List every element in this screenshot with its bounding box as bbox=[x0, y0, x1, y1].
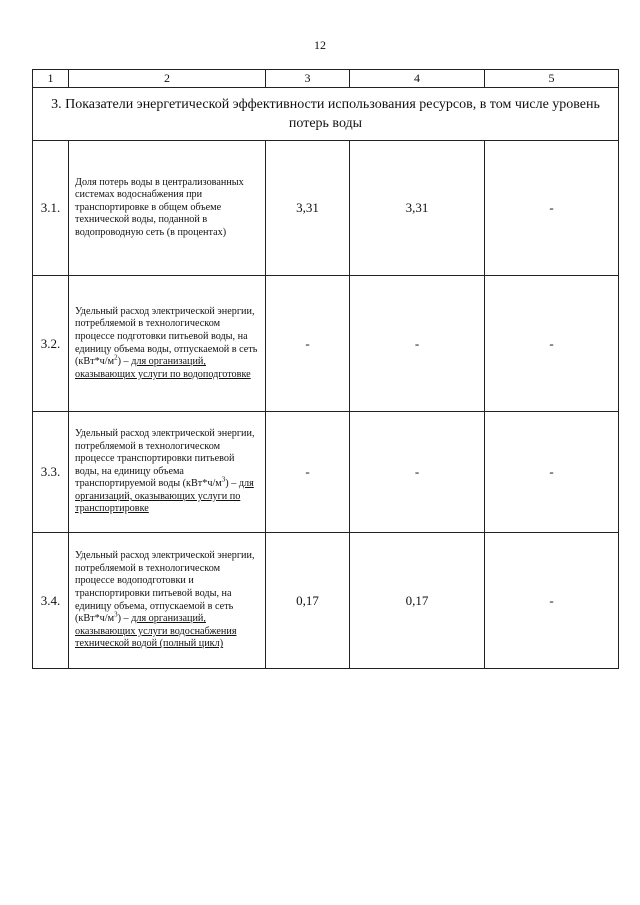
value-col3: 3,31 bbox=[266, 141, 350, 276]
description-text: Удельный расход электрической энергии, потребляемой в технологическом процессе подготовки питьевой воды, на единицу объема воды, отпускаемой в сеть (кВт*ч/м bbox=[75, 305, 258, 368]
table-row bbox=[33, 276, 619, 412]
value-col5: - bbox=[485, 533, 619, 669]
description-text: Удельный расход электрической энергии, потребляемой в технологическом процессе водоподготовки и транспортировки питьевой воды, на единицу объема, отпускаемой в сеть (кВт*ч/м bbox=[75, 550, 255, 625]
column-header: 3 bbox=[266, 70, 350, 88]
table-row bbox=[33, 412, 619, 533]
value-col5: - bbox=[485, 276, 619, 412]
value-col4: 0,17 bbox=[350, 533, 485, 669]
row-number: 3.4. bbox=[33, 533, 69, 669]
value-col5: - bbox=[485, 141, 619, 276]
value-col3: 0,17 bbox=[266, 533, 350, 669]
unit-tail: ) – bbox=[117, 356, 132, 368]
description-text: Доля потерь воды в централизованных системах водоснабжения при транспортировке в общем объеме технической воды, поданной в водопроводную сеть (в процентах) bbox=[75, 176, 244, 238]
value-col4: - bbox=[350, 276, 485, 412]
unit-superscript: 2 bbox=[114, 353, 118, 362]
table-row bbox=[33, 141, 619, 276]
value-col5: - bbox=[485, 412, 619, 533]
column-number-row bbox=[33, 70, 619, 88]
unit-tail: ) – bbox=[117, 613, 132, 625]
row-description bbox=[69, 276, 266, 412]
column-header: 5 bbox=[485, 70, 619, 88]
description-text: Удельный расход электрической энергии, потребляемой в технологическом процессе транспортировки питьевой воды, на единицу объема транспортируемой воды (кВт*ч/м bbox=[75, 427, 255, 490]
row-number: 3.3. bbox=[33, 412, 69, 533]
section-row bbox=[33, 88, 619, 141]
section-title: 3. Показатели энергетической эффективности использования ресурсов, в том числе уровень потерь воды bbox=[33, 88, 619, 141]
column-header: 4 bbox=[350, 70, 485, 88]
value-col4: - bbox=[350, 412, 485, 533]
page-number: 12 bbox=[314, 38, 326, 52]
applicability-note: для организаций, оказывающих услуги по водоподготовке bbox=[75, 356, 251, 380]
table-row bbox=[33, 533, 619, 669]
row-description bbox=[69, 533, 266, 669]
value-col3: - bbox=[266, 276, 350, 412]
column-header: 1 bbox=[33, 70, 69, 88]
value-col4: 3,31 bbox=[350, 141, 485, 276]
value-col3: - bbox=[266, 412, 350, 533]
unit-tail: ) – bbox=[225, 478, 239, 490]
row-description bbox=[69, 141, 266, 276]
unit-superscript: 3 bbox=[221, 475, 226, 484]
applicability-note: для организаций, оказывающих услуги водоснабжения технической водой (полный цикл) bbox=[75, 613, 237, 650]
applicability-note: для организаций, оказывающих услуги по транспортировке bbox=[75, 478, 254, 515]
row-number: 3.1. bbox=[33, 141, 69, 276]
row-number: 3.2. bbox=[33, 276, 69, 412]
unit-superscript: 3 bbox=[114, 610, 118, 619]
column-header: 2 bbox=[69, 70, 266, 88]
indicators-table bbox=[32, 69, 619, 669]
row-description bbox=[69, 412, 266, 533]
